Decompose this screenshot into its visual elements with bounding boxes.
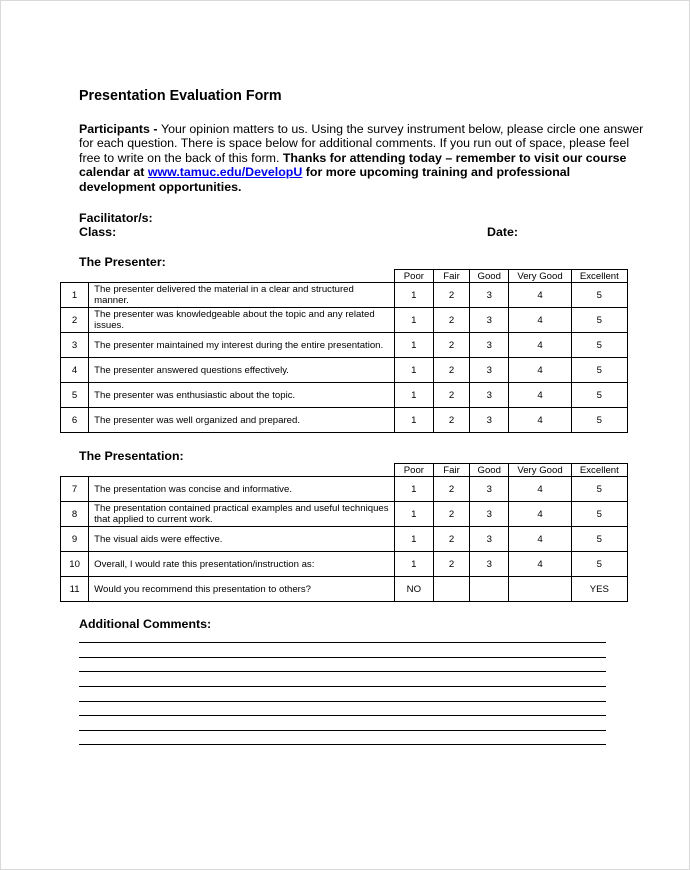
rating-header: Poor [394,270,433,283]
rating-option[interactable]: 2 [433,477,469,502]
rating-option[interactable]: 3 [470,552,509,577]
rating-header: Poor [394,464,433,477]
page-title: Presentation Evaluation Form [79,88,282,104]
question-number: 7 [61,477,89,502]
rating-option[interactable]: 1 [394,383,433,408]
class-label: Class: [79,225,117,239]
rating-option[interactable]: 1 [394,408,433,433]
question-text: The visual aids were effective. [89,527,395,552]
rating-header: Good [470,464,509,477]
rating-option[interactable]: 2 [433,552,469,577]
question-number: 11 [61,577,89,602]
rating-header: Good [470,270,509,283]
course-calendar-link[interactable]: www.tamuc.edu/DevelopU [147,165,303,180]
rating-header: Excellent [571,464,627,477]
comments-heading: Additional Comments: [79,617,212,631]
rating-option[interactable]: 1 [394,308,433,333]
intro-paragraph [79,122,649,194]
question-text: The presenter answered questions effectively. [89,358,395,383]
question-number: 5 [61,383,89,408]
date-label: Date: [487,225,518,239]
rating-option [509,577,571,602]
rating-option[interactable]: 4 [509,477,571,502]
question-text: The presenter maintained my interest during the entire presentation. [89,333,395,358]
question-number: 4 [61,358,89,383]
table-row [61,577,628,602]
rating-option[interactable]: 5 [571,383,627,408]
intro-lead: Participants - [79,122,161,136]
question-number: 1 [61,283,89,308]
rating-option[interactable]: 1 [394,333,433,358]
question-text: The presenter delivered the material in a clear and structured manner. [89,283,395,308]
rating-header: Fair [433,464,469,477]
question-text: Would you recommend this presentation to others? [89,577,395,602]
rating-option[interactable]: 4 [509,308,571,333]
rating-option [433,577,469,602]
rating-option[interactable]: 2 [433,308,469,333]
rating-option[interactable]: 3 [470,527,509,552]
rating-option[interactable]: 4 [509,502,571,527]
rating-option[interactable]: 2 [433,502,469,527]
rating-option[interactable]: 5 [571,358,627,383]
rating-option[interactable]: 2 [433,383,469,408]
comment-line[interactable] [79,671,606,672]
question-number: 9 [61,527,89,552]
comment-line[interactable] [79,730,606,731]
rating-option[interactable]: YES [571,577,627,602]
rating-option[interactable]: 3 [470,383,509,408]
rating-option[interactable]: 5 [571,552,627,577]
question-number: 3 [61,333,89,358]
intro-text: Your opinion matters to us. Using the survey instrument below, please circle one answer for each question. There is space below for additional comments. If you run out of space, please feel free to write on the back of this form. [79,122,644,165]
table-row [61,283,628,308]
rating-option[interactable]: 1 [394,552,433,577]
question-text: The presenter was well organized and prepared. [89,408,395,433]
comment-line[interactable] [79,642,606,643]
rating-option[interactable]: 5 [571,408,627,433]
comment-line[interactable] [79,701,606,702]
rating-header: Fair [433,270,469,283]
comment-line[interactable] [79,686,606,687]
rating-header-row [61,270,628,283]
rating-option[interactable]: 2 [433,408,469,433]
table-row [61,333,628,358]
rating-header-row [61,464,628,477]
header-blank-cell [61,464,89,477]
question-text: The presentation was concise and informative. [89,477,395,502]
rating-option[interactable]: 4 [509,358,571,383]
intro-bold-text-end: for more upcoming training and professional development opportunities. [79,165,571,194]
rating-option[interactable]: 1 [394,358,433,383]
comment-line[interactable] [79,744,606,745]
rating-option[interactable]: 1 [394,502,433,527]
header-blank-cell [89,464,395,477]
question-text: Overall, I would rate this presentation/instruction as: [89,552,395,577]
rating-option[interactable]: 3 [470,283,509,308]
comment-line[interactable] [79,657,606,658]
rating-option[interactable]: 4 [509,383,571,408]
rating-option[interactable]: 3 [470,358,509,383]
rating-option[interactable]: 1 [394,527,433,552]
question-text: The presenter was knowledgeable about the topic and any related issues. [89,308,395,333]
rating-option[interactable]: 5 [571,502,627,527]
rating-option[interactable]: 3 [470,308,509,333]
rating-option[interactable]: 4 [509,283,571,308]
rating-option[interactable]: 2 [433,527,469,552]
intro-bold-text: Thanks for attending today – remember to visit our course calendar at [79,150,627,180]
rating-option[interactable]: 4 [509,552,571,577]
table-row [61,552,628,577]
table-row [61,308,628,333]
header-blank-cell [61,270,89,283]
rating-option[interactable]: 2 [433,358,469,383]
rating-option[interactable]: 3 [470,333,509,358]
rating-option[interactable]: 3 [470,502,509,527]
rating-option[interactable]: 5 [571,333,627,358]
rating-option[interactable]: 1 [394,477,433,502]
rating-header: Very Good [509,270,571,283]
question-number: 2 [61,308,89,333]
rating-option[interactable]: NO [394,577,433,602]
table-row [61,383,628,408]
rating-option[interactable]: 3 [470,477,509,502]
rating-option[interactable]: 4 [509,333,571,358]
table-row [61,358,628,383]
presenter-heading: The Presenter: [79,255,166,269]
rating-option[interactable]: 1 [394,283,433,308]
rating-option[interactable]: 2 [433,333,469,358]
rating-header: Excellent [571,270,627,283]
table-row [61,502,628,527]
question-text: The presenter was enthusiastic about the topic. [89,383,395,408]
rating-option [470,577,509,602]
rating-option[interactable]: 3 [470,408,509,433]
question-number: 6 [61,408,89,433]
question-number: 8 [61,502,89,527]
rating-option[interactable]: 4 [509,527,571,552]
table-row [61,477,628,502]
facilitator-label: Facilitator/s: [79,211,153,225]
rating-option[interactable]: 5 [571,527,627,552]
rating-option[interactable]: 4 [509,408,571,433]
question-text: The presentation contained practical examples and useful techniques that applied to current work. [89,502,395,527]
rating-option[interactable]: 5 [571,477,627,502]
table-row [61,527,628,552]
presentation-heading: The Presentation: [79,449,184,463]
rating-option[interactable]: 2 [433,283,469,308]
table-row [61,408,628,433]
rating-header: Very Good [509,464,571,477]
header-blank-cell [89,270,395,283]
question-number: 10 [61,552,89,577]
presenter-table [60,269,628,433]
rating-option[interactable]: 5 [571,283,627,308]
rating-option[interactable]: 5 [571,308,627,333]
comment-line[interactable] [79,715,606,716]
presentation-table [60,463,628,602]
